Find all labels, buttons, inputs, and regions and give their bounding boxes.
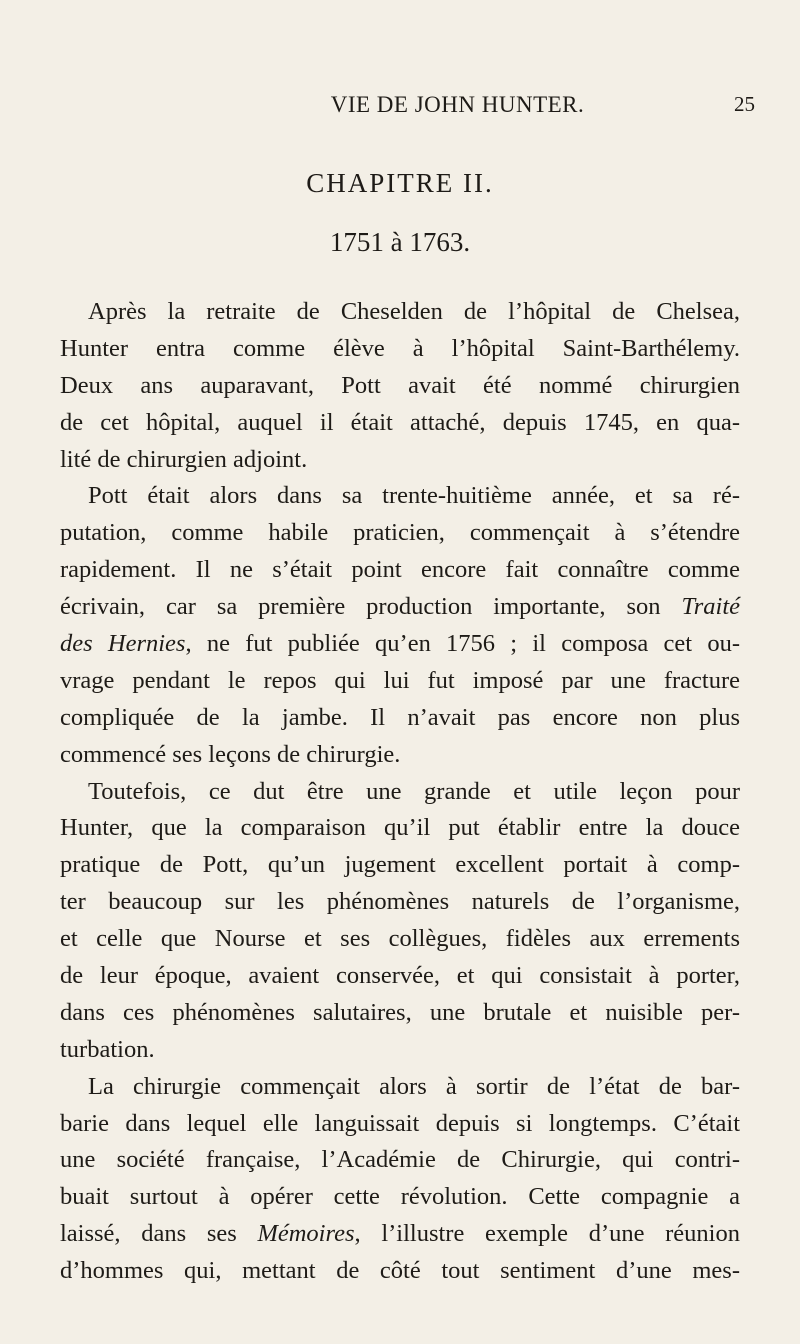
running-head xyxy=(100,92,755,122)
text-line: putation, comme habile praticien, commençait à s’étendre xyxy=(60,519,740,547)
page-number: 25 xyxy=(734,92,755,116)
text-line: Toutefois, ce dut être une grande et utile leçon pour xyxy=(88,777,740,805)
text-line: Hunter, que la comparaison qu’il put établir entre la douce xyxy=(60,814,740,842)
text-line: d’hommes qui, mettant de côté tout sentiment d’une mes- xyxy=(60,1257,740,1285)
text-line: La chirurgie commençait alors à sortir de l’état de bar- xyxy=(88,1072,740,1100)
text-line: barie dans lequel elle languissait depuis si longtemps. C’était xyxy=(60,1109,740,1137)
text-segment: , l’illustre exemple d’une réunion xyxy=(354,1220,740,1248)
text-line: vrage pendant le repos qui lui fut imposé par une fracture xyxy=(60,666,740,694)
italic-title: Traité xyxy=(681,593,740,621)
chapter-title: CHAPITRE II. xyxy=(306,168,494,198)
italic-title: Mémoires xyxy=(257,1220,355,1248)
body-text xyxy=(60,294,740,1290)
text-line: turbation. xyxy=(60,1035,155,1063)
text-line: Deux ans auparavant, Pott avait été nommé chirurgien xyxy=(60,371,740,399)
italic-title: des Hernies xyxy=(60,630,186,658)
text-line: une société française, l’Académie de Chirurgie, qui contri- xyxy=(60,1146,740,1174)
text-line: commencé ses leçons de chirurgie. xyxy=(60,740,401,768)
text-line: et celle que Nourse et ses collègues, fidèles aux errements xyxy=(60,925,740,953)
chapter-dates: 1751 à 1763. xyxy=(329,227,471,257)
text-line: rapidement. Il ne s’était point encore fait connaître comme xyxy=(60,556,740,584)
text-line: de cet hôpital, auquel il était attaché, depuis 1745, en qua- xyxy=(60,408,740,436)
text-segment: laissé, dans ses xyxy=(60,1220,237,1248)
text-line: Hunter entra comme élève à l’hôpital Saint-Barthélemy. xyxy=(60,334,740,362)
text-line: lité de chirurgien adjoint. xyxy=(60,445,308,473)
text-line: ter beaucoup sur les phénomènes naturels de l’organisme, xyxy=(60,888,740,916)
text-line xyxy=(60,589,740,626)
text-line xyxy=(60,626,740,663)
text-line: pratique de Pott, qu’un jugement excellent portait à comp- xyxy=(60,851,740,879)
text-line: dans ces phénomènes salutaires, une brutale et nuisible per- xyxy=(60,998,740,1026)
text-line: Après la retraite de Cheselden de l’hôpital de Chelsea, xyxy=(88,298,740,325)
text-segment: écrivain, car sa première production importante, son xyxy=(60,593,661,621)
text-line: de leur époque, avaient conservée, et qui consistait à porter, xyxy=(60,962,740,990)
running-title: VIE DE JOHN HUNTER. xyxy=(330,92,585,117)
text-line xyxy=(60,1216,740,1253)
text-segment: , ne fut publiée qu’en 1756 ; il composa cet ou- xyxy=(185,630,740,658)
text-line: Pott était alors dans sa trente-huitième année, et sa ré- xyxy=(88,482,740,510)
text-line: compliquée de la jambe. Il n’avait pas encore non plus xyxy=(60,703,740,731)
text-line: buait surtout à opérer cette révolution. Cette compagnie a xyxy=(60,1183,740,1211)
